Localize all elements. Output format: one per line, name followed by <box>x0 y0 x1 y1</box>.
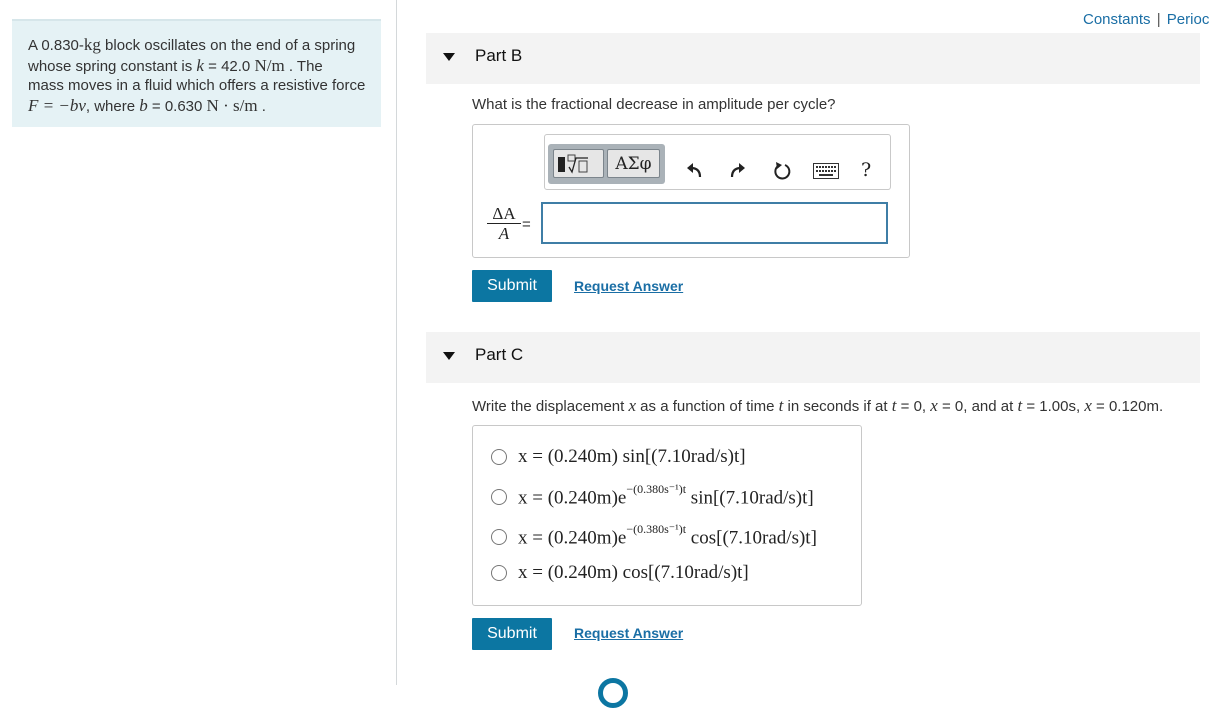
radio-button[interactable] <box>491 449 507 465</box>
problem-line-4: F = −bv, where b = 0.630 N · s/m . <box>28 95 266 115</box>
radio-button[interactable] <box>491 529 507 545</box>
equals-sign: = <box>522 216 531 233</box>
feedback-icon <box>598 678 628 708</box>
answer-box <box>472 124 910 258</box>
problem-line-3: mass moves in a fluid which offers a resistive force <box>28 77 366 94</box>
part-b-title: Part B <box>475 46 523 65</box>
periodic-table-link[interactable]: Perioc <box>1166 11 1209 28</box>
part-b-question: What is the fractional decrease in amplitude per cycle? <box>472 96 836 113</box>
part-b-header[interactable] <box>426 33 1200 84</box>
undo-icon[interactable] <box>682 159 706 183</box>
choice-option-1[interactable] <box>491 442 746 472</box>
top-links <box>1083 11 1209 28</box>
answer-input[interactable] <box>541 202 888 244</box>
redo-icon[interactable] <box>726 159 750 183</box>
part-c-header[interactable] <box>426 332 1200 383</box>
fraction-label <box>487 205 521 242</box>
templates-sqrt-icon <box>557 153 601 175</box>
templates-button[interactable] <box>553 149 604 178</box>
collapse-triangle-icon[interactable] <box>443 53 455 61</box>
reset-icon[interactable] <box>770 159 794 183</box>
choice-option-4[interactable] <box>491 558 749 588</box>
part-c-question: Write the displacement x as a function of time t in seconds if at t = 0, x = 0, and at t = 1.00s, x = 0.120m. <box>472 396 1164 415</box>
choice-text: x = (0.240m) sin[(7.10rad/s)t] <box>518 446 746 467</box>
part-b-request-answer-link[interactable]: Request Answer <box>574 278 684 294</box>
keyboard-icon[interactable] <box>812 159 840 183</box>
help-button[interactable]: ? <box>861 159 872 181</box>
toolbar-button-group <box>548 144 665 184</box>
choice-option-3[interactable] <box>491 522 817 552</box>
radio-button[interactable] <box>491 489 507 505</box>
part-c-title: Part C <box>475 345 524 364</box>
problem-line-2: whose spring constant is k = 42.0 N/m . The <box>28 55 323 75</box>
choice-text: $x = (0.240m)e^{-(0.380s^{-1})t}$ cos[(7.10rad/s)t] <box>518 521 817 549</box>
constants-link[interactable]: Constants <box>1083 11 1151 28</box>
part-c-request-answer-link[interactable]: Request Answer <box>574 625 684 641</box>
greek-symbols-button[interactable]: ΑΣφ <box>607 149 660 178</box>
part-b-submit-button[interactable]: Submit <box>472 270 552 302</box>
choice-text: $x = (0.240m)e^{-(0.380s^{-1})t}$ sin[(7.10rad/s)t] <box>518 481 814 509</box>
radio-button[interactable] <box>491 565 507 581</box>
link-separator: | <box>1156 11 1161 28</box>
choice-option-2[interactable] <box>491 482 814 512</box>
fraction-denominator: A <box>498 224 510 243</box>
problem-statement <box>12 19 381 127</box>
fraction-numerator: ΔA <box>487 205 521 224</box>
column-divider <box>396 0 397 685</box>
choice-text: x = (0.240m) cos[(7.10rad/s)t] <box>518 562 749 583</box>
part-c-submit-button[interactable]: Submit <box>472 618 552 650</box>
problem-line-1: A 0.830-kg block oscillates on the end of a spring <box>28 35 356 54</box>
math-toolbar <box>544 134 891 190</box>
choices-box <box>472 425 862 606</box>
collapse-triangle-icon[interactable] <box>443 352 455 360</box>
